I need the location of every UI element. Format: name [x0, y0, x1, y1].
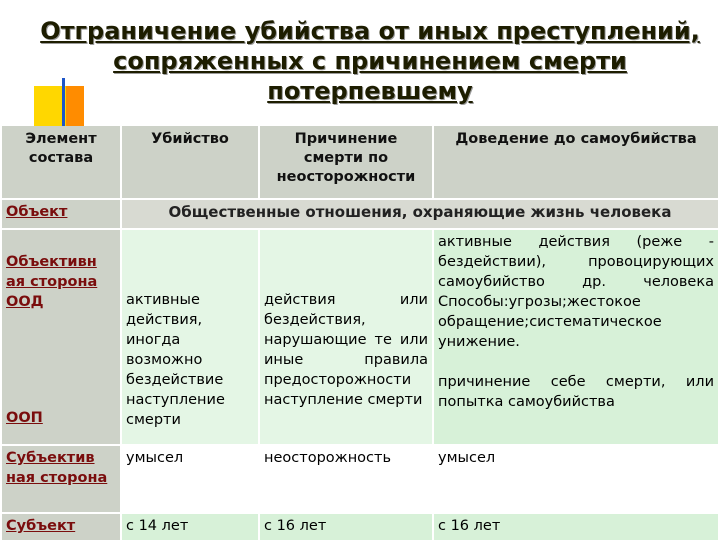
header-negligence: Причинение смерти по неосторожности: [260, 126, 432, 198]
murder-guilt: умысел: [122, 446, 258, 512]
row-label-subjective: Субъектив ная сторона: [2, 446, 120, 512]
row-label-subject: Субъект: [2, 514, 120, 540]
objective-label: Объективн ая сторона: [6, 254, 98, 290]
negligence-act: действия или бездействия, нарушающие те или иные правила предосторожности наступление смерти: [260, 230, 432, 444]
negligence-guilt: неосторожность: [260, 446, 432, 512]
negligence-age: с 16 лет: [260, 514, 432, 540]
header-element: Элемент состава: [2, 126, 120, 198]
row-label-objective: [2, 230, 120, 444]
suicide-age: с 16 лет: [434, 514, 718, 540]
page-title: Отграничение убийства от иных преступлений, сопряженных с причинением смерти потерпевшему: [40, 17, 700, 105]
murder-age: с 14 лет: [122, 514, 258, 540]
murder-act: активные действия, иногда возможно бездействие наступление смерти: [122, 230, 258, 444]
row-label-object: Объект: [2, 200, 120, 228]
object-value: Общественные отношения, охраняющие жизнь человека: [122, 200, 718, 228]
suicide-guilt: умысел: [434, 446, 718, 512]
header-suicide: Доведение до самоубийства: [434, 126, 718, 198]
ood-label: ООД: [6, 294, 44, 310]
oop-label: ООП: [6, 410, 43, 426]
header-murder: Убийство: [122, 126, 258, 198]
suicide-act: активные действия (реже - бездействии), провоцирующих самоубийство др. человека Способы:угрозы;жестокое обращение;систематическое унижение. причинение себе смерти, или попытка самоубийства: [434, 230, 718, 444]
